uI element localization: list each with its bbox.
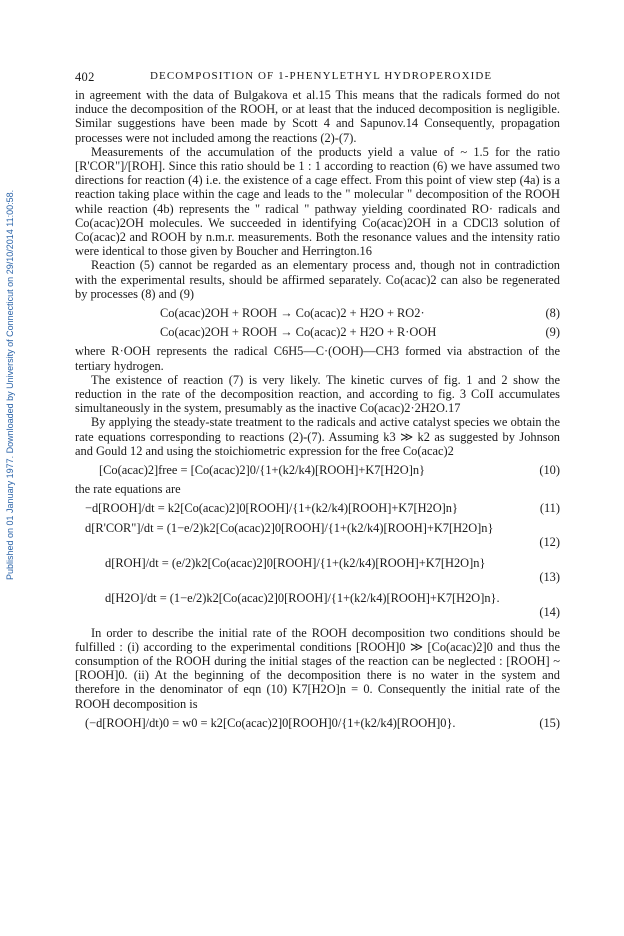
equation-body: −d[ROOH]/dt = k2[Co(acac)2]0[ROOH]/{1+(k2/k4)[ROOH]+K7[H2O]n} <box>85 501 458 516</box>
equation-body: Co(acac)2OH + ROOH → Co(acac)2 + H2O + R·OOH <box>160 325 437 340</box>
equation-number: (15) <box>539 715 560 730</box>
equation <box>75 591 560 621</box>
equation-body: Co(acac)2OH + ROOH → Co(acac)2 + H2O + RO2· <box>160 306 425 321</box>
download-watermark <box>0 0 20 620</box>
equation <box>75 521 560 551</box>
equation <box>75 306 560 320</box>
paragraph: the rate equations are <box>75 482 181 497</box>
equation-number: (13) <box>539 569 560 584</box>
equation-body: [Co(acac)2]free = [Co(acac)2]0/{1+(k2/k4)[ROOH]+K7[H2O]n} <box>99 463 425 478</box>
equation-number: (14) <box>539 604 560 619</box>
equation <box>75 556 560 586</box>
equation <box>75 501 560 515</box>
equation-number: (12) <box>539 534 560 549</box>
text-column <box>75 88 560 730</box>
equation-number: (10) <box>539 463 560 478</box>
paragraph: in agreement with the data of Bulgakova et al.15 This means that the radicals formed do not induce the decomposition of the ROOH, or at least that the induced decomposition is negligible. Similar suggestions have been made by Scott 4 and Sapunov.14 Consequently, propagation processes were not included among the reactions (2)-(7). <box>75 88 560 145</box>
equation-body: d[ROH]/dt = (e/2)k2[Co(acac)2]0[ROOH]/{1+(k2/k4)[ROOH]+K7[H2O]n} <box>105 555 486 570</box>
equation-number: (8) <box>545 306 560 321</box>
equation <box>75 325 560 339</box>
paragraph: Measurements of the accumulation of the products yield a value of ~ 1.5 for the ratio [R'COR"]/[ROH]. Since this ratio should be 1 : 1 according to reaction (6) we have assumed two directions for reaction (4) i.e. the existence of a cage effect. From this point of view step (4a) is a reaction taking place within the cage and leads to the " molecular " decomposition of the ROOH while reaction (4b) represents the " radical " pathway yielding coordinated RO· radicals and Co(acac)2OH molecules. We succeeded in identifying Co(acac)2OH in a CDCl3 solution of Co(acac)2 and ROOH by n.m.r. measurements. Both the resonance values and the intensity ratio were identical to those given by Boucher and Herrington.16 <box>75 144 560 259</box>
paragraph: In order to describe the initial rate of the ROOH decomposition two conditions should be fulfilled : (i) according to the experimental conditions [ROOH]0 ≫ [Co(acac)2]0 and thus the consumption of the ROOH during the initial stages of the reaction can be neglected : [ROOH] ~ [ROOH]0. (ii) At the beginning of the decomposition there is no water in the system and therefore in the denominator of eqn (10) K7[H2O]n = 0. Consequently the initial rate of the ROOH decomposition is <box>75 625 560 711</box>
paragraph: Reaction (5) cannot be regarded as an elementary process and, though not in contradiction with the experimental results, should be affirmed separately. Co(acac)2 can also be regenerated by processes (8) and (9) <box>75 258 560 301</box>
equation <box>75 463 560 477</box>
equation <box>75 716 560 730</box>
paragraph: The existence of reaction (7) is very likely. The kinetic curves of fig. 1 and 2 show the reduction in the rate of the decomposition reaction, and according to fig. 3 CoII accumulates simultaneously in the system, presumably as the inactive Co(acac)2·2H2O.17 <box>75 372 560 416</box>
equation-body: d[R'COR"]/dt = (1−e/2)k2[Co(acac)2]0[ROOH]/{1+(k2/k4)[ROOH]+K7[H2O]n} <box>85 520 494 535</box>
paragraph: where R·OOH represents the radical C6H5—C·(OOH)—CH3 formed via abstraction of the tertiary hydrogen. <box>75 344 560 373</box>
running-header <box>75 70 560 85</box>
running-title: DECOMPOSITION OF 1-PHENYLETHYL HYDROPEROXIDE <box>150 70 493 82</box>
paragraph: By applying the steady-state treatment to the radicals and active catalyst species we obtain the rate equations corresponding to reactions (2)-(7). Assuming k3 ≫ k2 as suggested by Johnson and Gould 12 and using the stoichiometric expression for the free Co(acac)2 <box>75 415 560 458</box>
equation-body: (−d[ROOH]/dt)0 = w0 = k2[Co(acac)2]0[ROOH]0/{1+(k2/k4)[ROOH]0}. <box>85 715 456 730</box>
equation-number: (11) <box>539 501 560 516</box>
equation-number: (9) <box>545 325 560 340</box>
watermark-text: Published on 01 January 1977. Downloaded by University of Connecticut on 29/10/2014 11:00:58. <box>5 189 15 580</box>
page-number: 402 <box>75 70 95 84</box>
equation-body: d[H2O]/dt = (1−e/2)k2[Co(acac)2]0[ROOH]/{1+(k2/k4)[ROOH]+K7[H2O]n}. <box>105 590 500 605</box>
